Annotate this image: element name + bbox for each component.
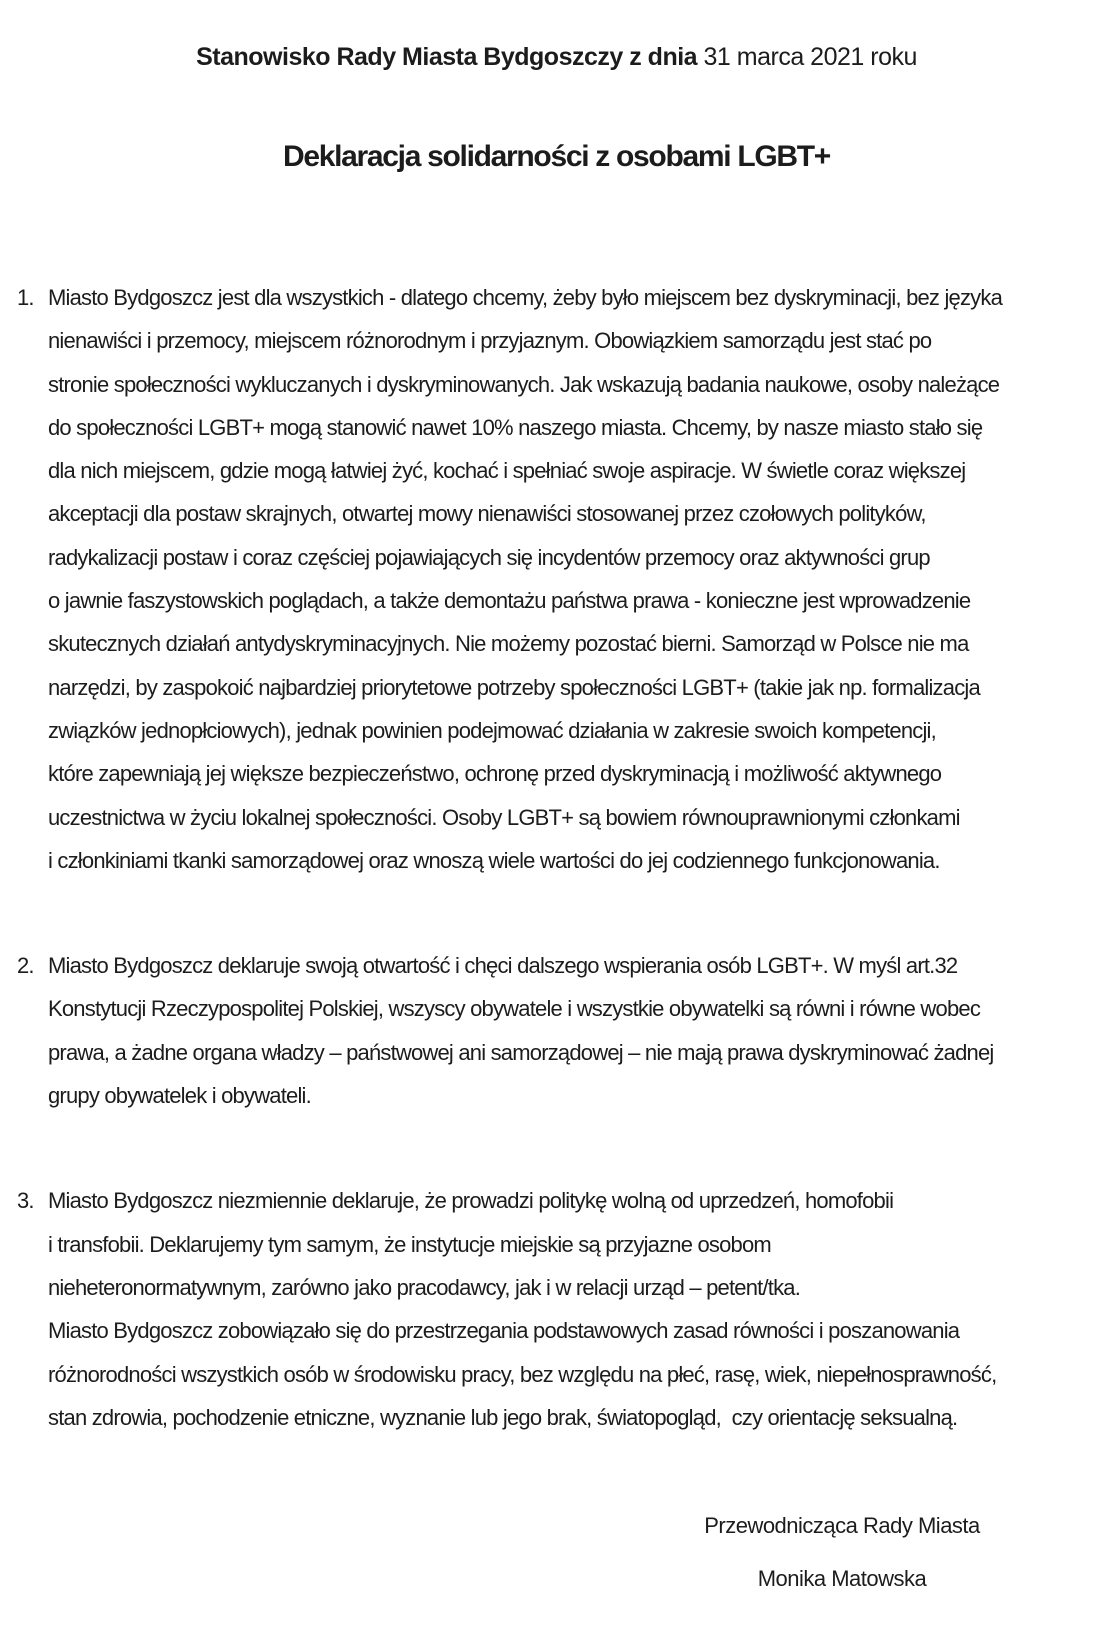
text-line: dla nich miejscem, gdzie mogą łatwiej żyć, kochać i spełniać swoje aspiracje. W świetle coraz większej xyxy=(48,458,966,484)
text-line: nieheteronormatywnym, zarówno jako pracodawcy, jak i w relacji urząd – petent/tka. xyxy=(48,1274,801,1300)
header-date: 31 marca 2021 roku xyxy=(697,43,917,71)
text-line: stronie społeczności wykluczanych i dyskryminowanych. Jak wskazują badania naukowe, osoby należące xyxy=(48,371,1000,397)
text-line: Miasto Bydgoszcz deklaruje swoją otwartość i chęci dalszego wspierania osób LGBT+. W myśl art.32 xyxy=(48,953,958,979)
text-line: różnorodności wszystkich osób w środowisku pracy, bez względu na płeć, rasę, wiek, niepełnosprawność, xyxy=(48,1361,997,1387)
text-line: Miasto Bydgoszcz niezmiennie deklaruje, że prowadzi politykę wolną od uprzedzeń, homofobii xyxy=(48,1188,894,1214)
text-line: skutecznych działań antydyskryminacyjnych. Nie możemy pozostać bierni. Samorząd w Polsce nie ma xyxy=(48,631,969,657)
paragraph-3-number: 3. xyxy=(17,1188,34,1214)
paragraph-3-body xyxy=(48,1179,1113,1439)
paragraph-2-body xyxy=(48,944,1113,1117)
paragraph-1-number: 1. xyxy=(17,285,34,310)
document-header xyxy=(0,42,1113,72)
document-title: Deklaracja solidarności z osobami LGBT+ xyxy=(282,140,830,173)
text-line: o jawnie faszystowskich poglądach, a także demontażu państwa prawa - konieczne jest wprowadzenie xyxy=(48,588,971,614)
paragraph-1 xyxy=(0,276,1113,882)
text-line: grupy obywatelek i obywateli. xyxy=(48,1083,311,1109)
signature-name: Monika Matowska xyxy=(757,1566,927,1591)
text-line: nienawiści i przemocy, miejscem różnorodnym i przyjaznym. Obowiązkiem samorządu jest stać po xyxy=(48,328,932,354)
signature-role: Przewodnicząca Rady Miasta xyxy=(704,1513,980,1538)
text-line: Miasto Bydgoszcz zobowiązało się do przestrzegania podstawowych zasad równości i poszanowania xyxy=(48,1318,960,1344)
text-line: stan zdrowia, pochodzenie etniczne, wyznanie lub jego brak, światopogląd, czy orientację seksualną. xyxy=(48,1404,958,1430)
text-line: Konstytucji Rzeczypospolitej Polskiej, wszyscy obywatele i wszystkie obywatelki są równi i równe wobec xyxy=(48,996,981,1022)
text-line: radykalizacji postaw i coraz częściej pojawiających się incydentów przemocy oraz aktywności grup xyxy=(48,544,930,570)
text-line: akceptacji dla postaw skrajnych, otwartej mowy nienawiści stosowanej przez czołowych polityków, xyxy=(48,501,926,527)
paragraph-list xyxy=(0,276,1113,1501)
text-line: i transfobii. Deklarujemy tym samym, że instytucje miejskie są przyjazne osobom xyxy=(48,1231,771,1257)
text-line: Miasto Bydgoszcz jest dla wszystkich - dlatego chcemy, żeby było miejscem bez dyskryminacji, bez języka xyxy=(48,285,1003,310)
signature-block xyxy=(600,1499,1084,1605)
text-line: związków jednopłciowych), jednak powinien podejmować działania w zakresie swoich kompetencji, xyxy=(48,717,936,743)
text-line: do społeczności LGBT+ mogą stanowić nawet 10% naszego miasta. Chcemy, by nasze miasto stało się xyxy=(48,414,983,440)
paragraph-3 xyxy=(0,1179,1113,1439)
text-line: narzędzi, by zaspokoić najbardziej priorytetowe potrzeby społeczności LGBT+ (takie jak np. formalizacja xyxy=(48,674,980,700)
paragraph-1-body xyxy=(48,276,1113,882)
text-line: i członkiniami tkanki samorządowej oraz wnoszą wiele wartości do jej codziennego funkcjonowania. xyxy=(48,847,940,873)
paragraph-2 xyxy=(0,944,1113,1117)
paragraph-2-number: 2. xyxy=(17,953,34,979)
text-line: prawa, a żadne organa władzy – państwowej ani samorządowej – nie mają prawa dyskryminować żadnej xyxy=(48,1039,994,1065)
text-line: które zapewniają jej większe bezpieczeństwo, ochronę przed dyskryminacją i możliwość aktywnego xyxy=(48,761,942,787)
header-title-bold: Stanowisko Rady Miasta Bydgoszczy z dnia xyxy=(196,43,698,71)
text-line: uczestnictwa w życiu lokalnej społeczności. Osoby LGBT+ są bowiem równouprawnionymi członkami xyxy=(48,804,960,830)
